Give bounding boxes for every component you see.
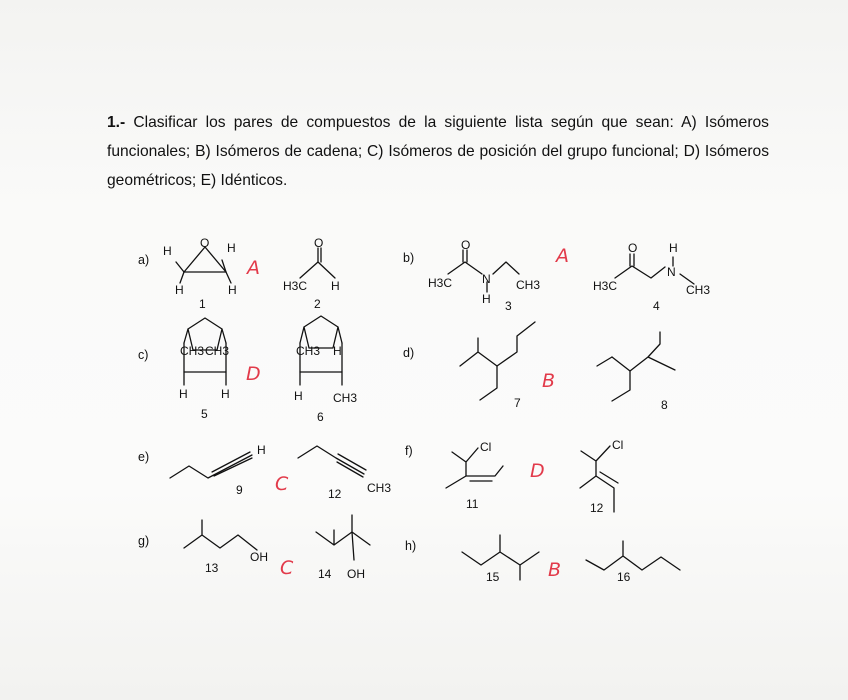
handwritten-answer-d: B — [542, 370, 556, 392]
pair-label-d: d) — [403, 346, 415, 360]
svg-text:11: 11 — [466, 497, 479, 511]
svg-text:13: 13 — [205, 561, 219, 575]
svg-text:15: 15 — [486, 570, 500, 584]
svg-text:H: H — [227, 241, 236, 255]
svg-text:3: 3 — [505, 299, 512, 313]
svg-text:12: 12 — [590, 501, 604, 515]
svg-text:CH3: CH3 — [296, 344, 321, 358]
svg-text:Cl: Cl — [612, 438, 624, 452]
pair-label-e: e) — [138, 450, 150, 464]
compound-12 — [580, 438, 623, 515]
svg-text:H: H — [294, 389, 303, 403]
compound-14 — [316, 515, 370, 581]
compound-10 — [298, 446, 391, 501]
handwritten-answer-h: B — [548, 559, 562, 581]
compound-11 — [446, 440, 503, 511]
handwritten-answer-e: C — [275, 473, 289, 495]
compound-6 — [294, 316, 357, 424]
compound-5 — [179, 318, 230, 421]
svg-text:CH3: CH3 — [516, 278, 541, 292]
svg-text:H: H — [179, 387, 188, 401]
svg-text:8: 8 — [661, 398, 668, 412]
svg-text:H: H — [669, 241, 678, 255]
svg-text:H: H — [175, 283, 184, 297]
svg-text:H: H — [482, 292, 491, 306]
svg-text:OH: OH — [347, 567, 365, 581]
pair-label-a: a) — [138, 253, 150, 267]
compound-15 — [462, 535, 539, 584]
question-number: 1.- — [107, 114, 126, 131]
svg-text:H: H — [257, 443, 266, 457]
svg-text:O: O — [461, 238, 471, 252]
compound-1 — [163, 236, 237, 311]
svg-text:14: 14 — [318, 567, 332, 581]
compound-7 — [460, 322, 535, 410]
compound-13 — [184, 520, 268, 575]
svg-text:H: H — [228, 283, 237, 297]
svg-text:OH: OH — [250, 550, 268, 564]
compound-2 — [283, 236, 340, 311]
svg-text:7: 7 — [514, 396, 521, 410]
svg-text:H: H — [221, 387, 230, 401]
svg-text:H: H — [163, 244, 172, 258]
svg-text:H3C: H3C — [283, 279, 308, 293]
compound-3 — [428, 238, 540, 313]
svg-text:12: 12 — [328, 487, 342, 501]
pair-label-g: g) — [138, 534, 150, 548]
svg-text:4: 4 — [653, 299, 660, 313]
svg-text:16: 16 — [617, 570, 631, 584]
handwritten-answer-f: D — [530, 460, 545, 482]
svg-text:2: 2 — [314, 297, 321, 311]
svg-text:H3C: H3C — [593, 279, 618, 293]
svg-text:Cl: Cl — [480, 440, 492, 454]
svg-text:5: 5 — [201, 407, 208, 421]
svg-text:H3C: H3C — [428, 276, 453, 290]
svg-text:CH3: CH3 — [367, 481, 392, 495]
svg-text:CH3: CH3 — [180, 344, 205, 358]
svg-text:CH3: CH3 — [686, 283, 711, 297]
svg-text:9: 9 — [236, 483, 243, 497]
compound-16 — [586, 541, 680, 584]
svg-text:CH3: CH3 — [333, 391, 358, 405]
handwritten-answer-a: A — [247, 257, 260, 279]
svg-text:O: O — [314, 236, 324, 250]
svg-text:CH3: CH3 — [205, 344, 230, 358]
svg-text:N: N — [482, 272, 491, 286]
svg-text:O: O — [628, 241, 638, 255]
compound-4 — [593, 241, 710, 313]
handwritten-answer-c: D — [246, 363, 261, 385]
compound-9 — [170, 443, 266, 497]
svg-text:N: N — [667, 265, 676, 279]
pair-label-b: b) — [403, 251, 415, 265]
handwritten-answer-g: C — [280, 557, 294, 579]
svg-text:6: 6 — [317, 410, 324, 424]
svg-text:O: O — [200, 236, 210, 250]
pair-label-h: h) — [405, 539, 417, 553]
pair-label-f: f) — [405, 444, 413, 458]
svg-text:H: H — [331, 279, 340, 293]
compound-number: 1 — [199, 297, 206, 311]
handwritten-answer-b: A — [556, 245, 569, 267]
svg-text:H: H — [333, 344, 342, 358]
question-text: Clasificar los pares de compuestos de la siguiente lista según que sean: A) Isómeros funcionales; B) Isómeros de cadena; C) Isómeros de posición del grupo funcional; D) Isómeros geométricos; E) Idénticos. — [107, 114, 769, 189]
pair-label-c: c) — [138, 348, 149, 362]
compound-8 — [597, 332, 675, 412]
